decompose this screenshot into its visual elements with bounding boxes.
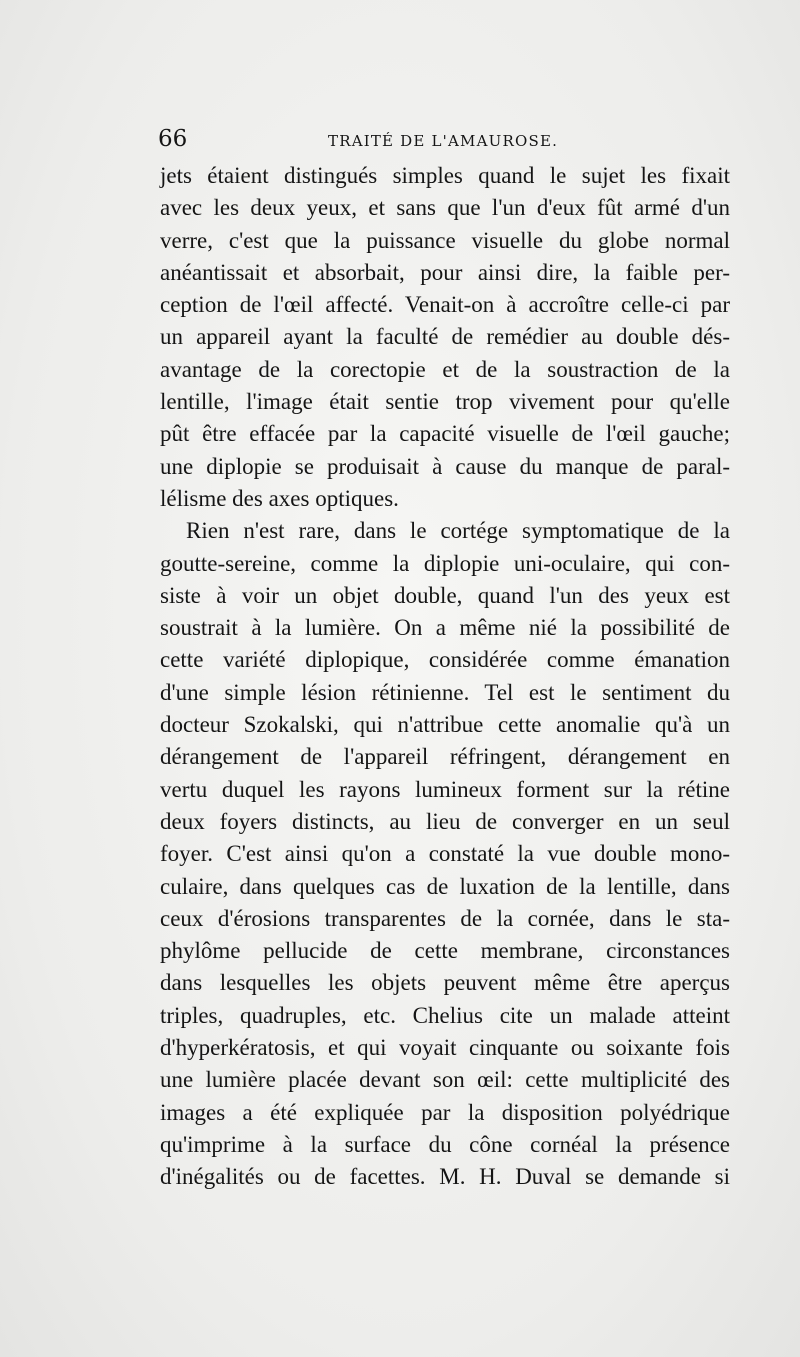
- text-line: images a été expliquée par la disposition polyédrique: [160, 1099, 730, 1125]
- paragraph-1: [160, 160, 730, 515]
- text-line: avec les deux yeux, et sans que l'un d'eux fût armé d'un: [160, 195, 730, 221]
- text-line: phylôme pellucide de cette membrane, circonstances: [160, 938, 730, 964]
- text-line: dans lesquelles les objets peuvent même être aperçus: [160, 970, 730, 996]
- text-line: dérangement de l'appareil réfringent, dérangement en: [160, 744, 730, 770]
- text-line: anéantissait et absorbait, pour ainsi dire, la faible per-: [160, 259, 730, 285]
- text-line: avantage de la corectopie et de la soustraction de la: [160, 356, 730, 382]
- text-line: ceux d'érosions transparentes de la cornée, dans le sta-: [160, 905, 730, 931]
- text-line: lentille, l'image était sentie trop vivement pour qu'elle: [160, 389, 730, 415]
- page-header: [158, 124, 730, 154]
- text-line: cette variété diplopique, considérée comme émanation: [160, 647, 730, 673]
- body-text: [160, 160, 730, 1194]
- text-line: qu'imprime à la surface du cône cornéal la présence: [160, 1131, 730, 1157]
- text-line: un appareil ayant la faculté de remédier au double dés-: [160, 324, 730, 350]
- text-line: d'hyperkératosis, et qui voyait cinquante ou soixante fois: [160, 1035, 730, 1061]
- text-line: vertu duquel les rayons lumineux forment sur la rétine: [160, 776, 730, 802]
- text-line: verre, c'est que la puissance visuelle du globe normal: [160, 227, 730, 253]
- text-line: triples, quadruples, etc. Chelius cite un malade atteint: [160, 1002, 730, 1028]
- text-line: siste à voir un objet double, quand l'un des yeux est: [160, 582, 730, 608]
- text-line: deux foyers distincts, au lieu de converger en un seul: [160, 808, 730, 834]
- text-line: docteur Szokalski, qui n'attribue cette anomalie qu'à un: [160, 712, 730, 738]
- text-line: une diplopie se produisait à cause du manque de paral-: [160, 453, 730, 479]
- text-line: jets étaient distingués simples quand le sujet les fixait: [160, 163, 730, 188]
- text-line: culaire, dans quelques cas de luxation de la lentille, dans: [160, 873, 730, 899]
- text-line: goutte-sereine, comme la diplopie uni-oculaire, qui con-: [160, 550, 730, 576]
- paragraph-2: [160, 515, 730, 1193]
- text-line: d'inégalités ou de facettes. M. H. Duval se demande si: [160, 1164, 730, 1190]
- running-title: TRAITÉ DE L'AMAUROSE.: [328, 132, 559, 150]
- text-line: ception de l'œil affecté. Venait-on à accroître celle-ci par: [160, 292, 730, 318]
- text-line: une lumière placée devant son œil: cette multiplicité des: [160, 1067, 730, 1093]
- page-number: 66: [158, 126, 188, 152]
- text-line: soustrait à la lumière. On a même nié la possibilité de: [160, 615, 730, 641]
- text-line: lélisme des axes optiques.: [160, 485, 399, 511]
- text-line: pût être effacée par la capacité visuelle de l'œil gauche;: [160, 421, 730, 447]
- text-line: foyer. C'est ainsi qu'on a constaté la vue double mono-: [160, 841, 730, 867]
- text-line: d'une simple lésion rétinienne. Tel est le sentiment du: [160, 679, 730, 705]
- text-line: Rien n'est rare, dans le cortége symptomatique de la: [186, 518, 730, 544]
